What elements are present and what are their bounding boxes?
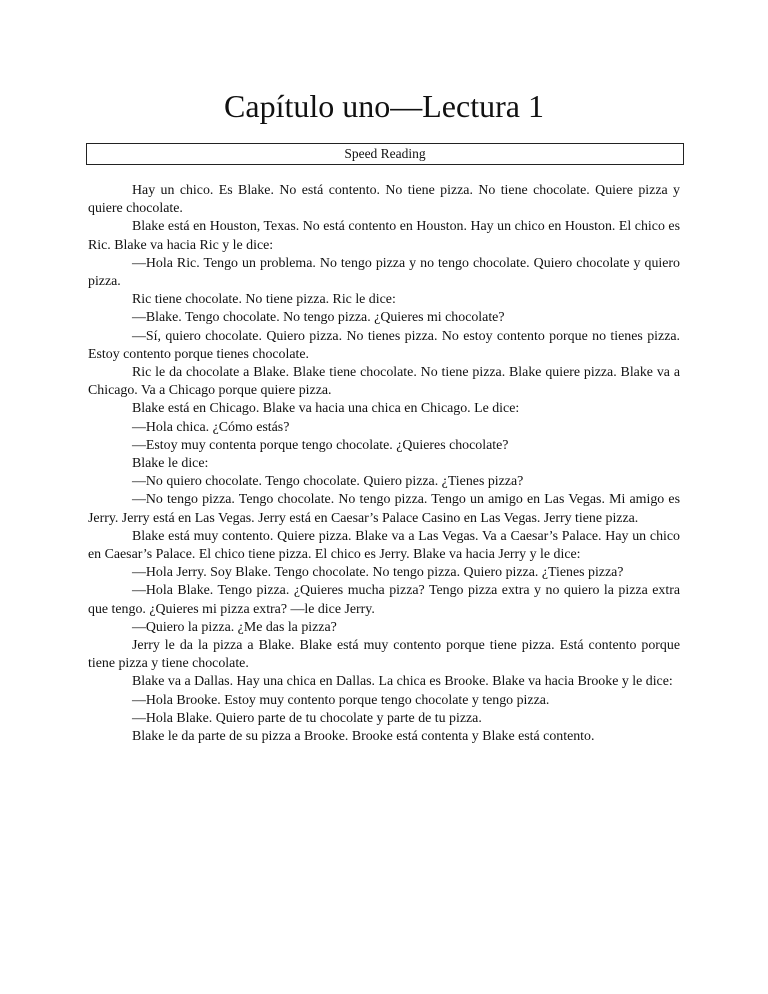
paragraph: —Hola Ric. Tengo un problema. No tengo pizza y no tengo chocolate. Quiero chocolate y quiero pizza. [88, 255, 680, 290]
paragraph: —Estoy muy contenta porque tengo chocolate. ¿Quieres chocolate? [132, 437, 509, 453]
paragraph: Blake está en Chicago. Blake va hacia una chica en Chicago. Le dice: [132, 401, 520, 417]
paragraph: Blake le dice: [132, 456, 209, 472]
reading-body [88, 182, 680, 746]
paragraph: Blake está muy contento. Quiere pizza. Blake va a Las Vegas. Va a Caesar’s Palace. Hay un chico en Caesar’s Palace. El chico tiene pizza. El chico es Jerry. Blake va hacia Jerry y le dice: [88, 528, 680, 563]
paragraph: Blake le da parte de su pizza a Brooke. Brooke está contenta y Blake está contento. [132, 729, 595, 745]
paragraph: —Sí, quiero chocolate. Quiero pizza. No tienes pizza. No estoy contento porque no tienes pizza. Estoy contento porque tienes chocolate. [88, 328, 680, 362]
paragraph: —Hola Blake. Tengo pizza. ¿Quieres mucha pizza? Tengo pizza extra y no quiero la pizza extra que tengo. ¿Quieres mi pizza extra? —le dice Jerry. [88, 583, 680, 617]
paragraph: —Hola Brooke. Estoy muy contento porque tengo chocolate y tengo pizza. [132, 692, 550, 708]
paragraph: —Blake. Tengo chocolate. No tengo pizza. ¿Quieres mi chocolate? [132, 310, 505, 326]
paragraph: Ric le da chocolate a Blake. Blake tiene chocolate. No tiene pizza. Blake quiere pizza. Blake va a Chicago. Va a Chicago porque quiere pizza. [88, 365, 680, 399]
paragraph: Hay un chico. Es Blake. No está contento. No tiene pizza. No tiene chocolate. Quiere pizza y quiere chocolate. [88, 183, 680, 217]
speed-reading-banner: Speed Reading [86, 143, 684, 165]
paragraph: —No tengo pizza. Tengo chocolate. No tengo pizza. Tengo un amigo en Las Vegas. Mi amigo es Jerry. Jerry está en Las Vegas. Jerry está en Caesar’s Palace Casino en Las Vegas. Jerry tiene pizza. [88, 492, 680, 526]
paragraph: —Quiero la pizza. ¿Me das la pizza? [132, 619, 337, 635]
paragraph: Jerry le da la pizza a Blake. Blake está muy contento porque tiene pizza. Está contento porque tiene pizza y tiene chocolate. [88, 638, 680, 672]
paragraph: Ric tiene chocolate. No tiene pizza. Ric le dice: [132, 292, 396, 308]
paragraph: —Hola Jerry. Soy Blake. Tengo chocolate. No tengo pizza. Quiero pizza. ¿Tienes pizza? [132, 565, 624, 581]
paragraph: —No quiero chocolate. Tengo chocolate. Quiero pizza. ¿Tienes pizza? [132, 474, 524, 490]
paragraph: Blake está en Houston, Texas. No está contento en Houston. Hay un chico en Houston. El chico es Ric. Blake va hacia Ric y le dice: [88, 219, 680, 253]
paragraph: —Hola chica. ¿Cómo estás? [132, 419, 290, 435]
paragraph: Blake va a Dallas. Hay una chica en Dallas. La chica es Brooke. Blake va hacia Brooke y le dice: [132, 674, 673, 690]
paragraph: —Hola Blake. Quiero parte de tu chocolate y parte de tu pizza. [132, 710, 482, 726]
page-title: Capítulo uno—Lectura 1 [224, 88, 544, 124]
